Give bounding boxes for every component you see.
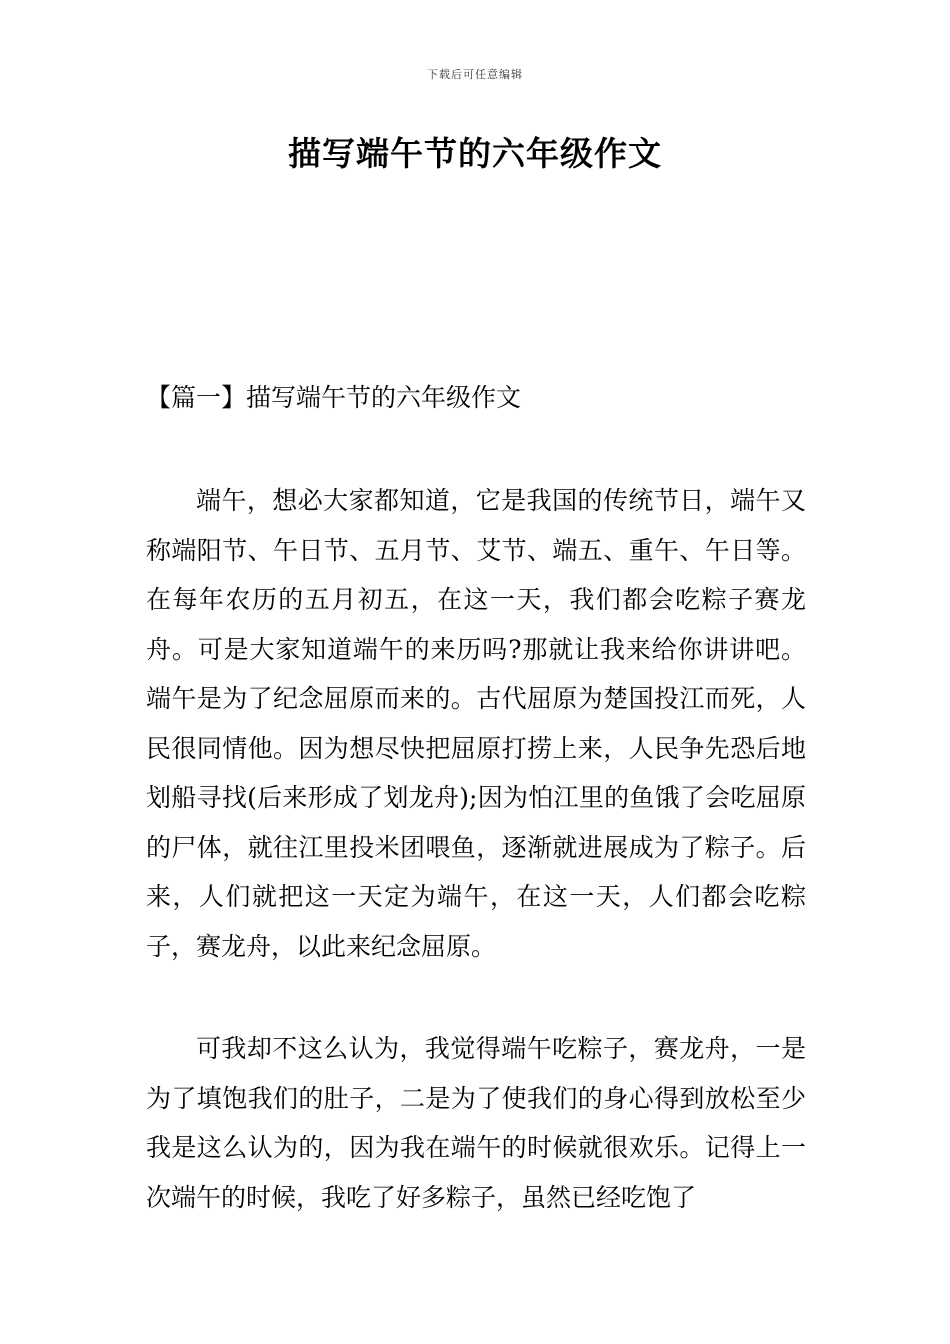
section-heading: 【篇一】描写端午节的六年级作文 (146, 383, 522, 412)
body-paragraph-2: 可我却不这么认为，我觉得端午吃粽子，赛龙舟，一是为了填饱我们的肚子，二是为了使我们的身心得到放松至少我是这么认为的，因为我在端午的时候就很欢乐。记得上一次端午的时候，我吃了好多粽子，虽然已经吃饱了 (146, 1034, 806, 1212)
document-title: 描写端午节的六年级作文 (288, 134, 662, 173)
body-paragraph-1: 端午，想必大家都知道，它是我国的传统节日，端午又称端阳节、午日节、五月节、艾节、端五、重午、午日等。在每年农历的五月初五，在这一天，我们都会吃粽子赛龙舟。可是大家知道端午的来历吗?那就让我来给你讲讲吧。端午是为了纪念屈原而来的。古代屈原为楚国投江而死，人民很同情他。因为想尽快把屈原打捞上来，人民争先恐后地划船寻找(后来形成了划龙舟);因为怕江里的鱼饿了会吃屈原的尸体，就往江里投米团喂鱼，逐渐就进展成为了粽子。后来，人们就把这一天定为端午，在这一天，人们都会吃粽子，赛龙舟，以此来纪念屈原。 (146, 486, 806, 961)
header-note: 下载后可任意编辑 (427, 68, 523, 81)
